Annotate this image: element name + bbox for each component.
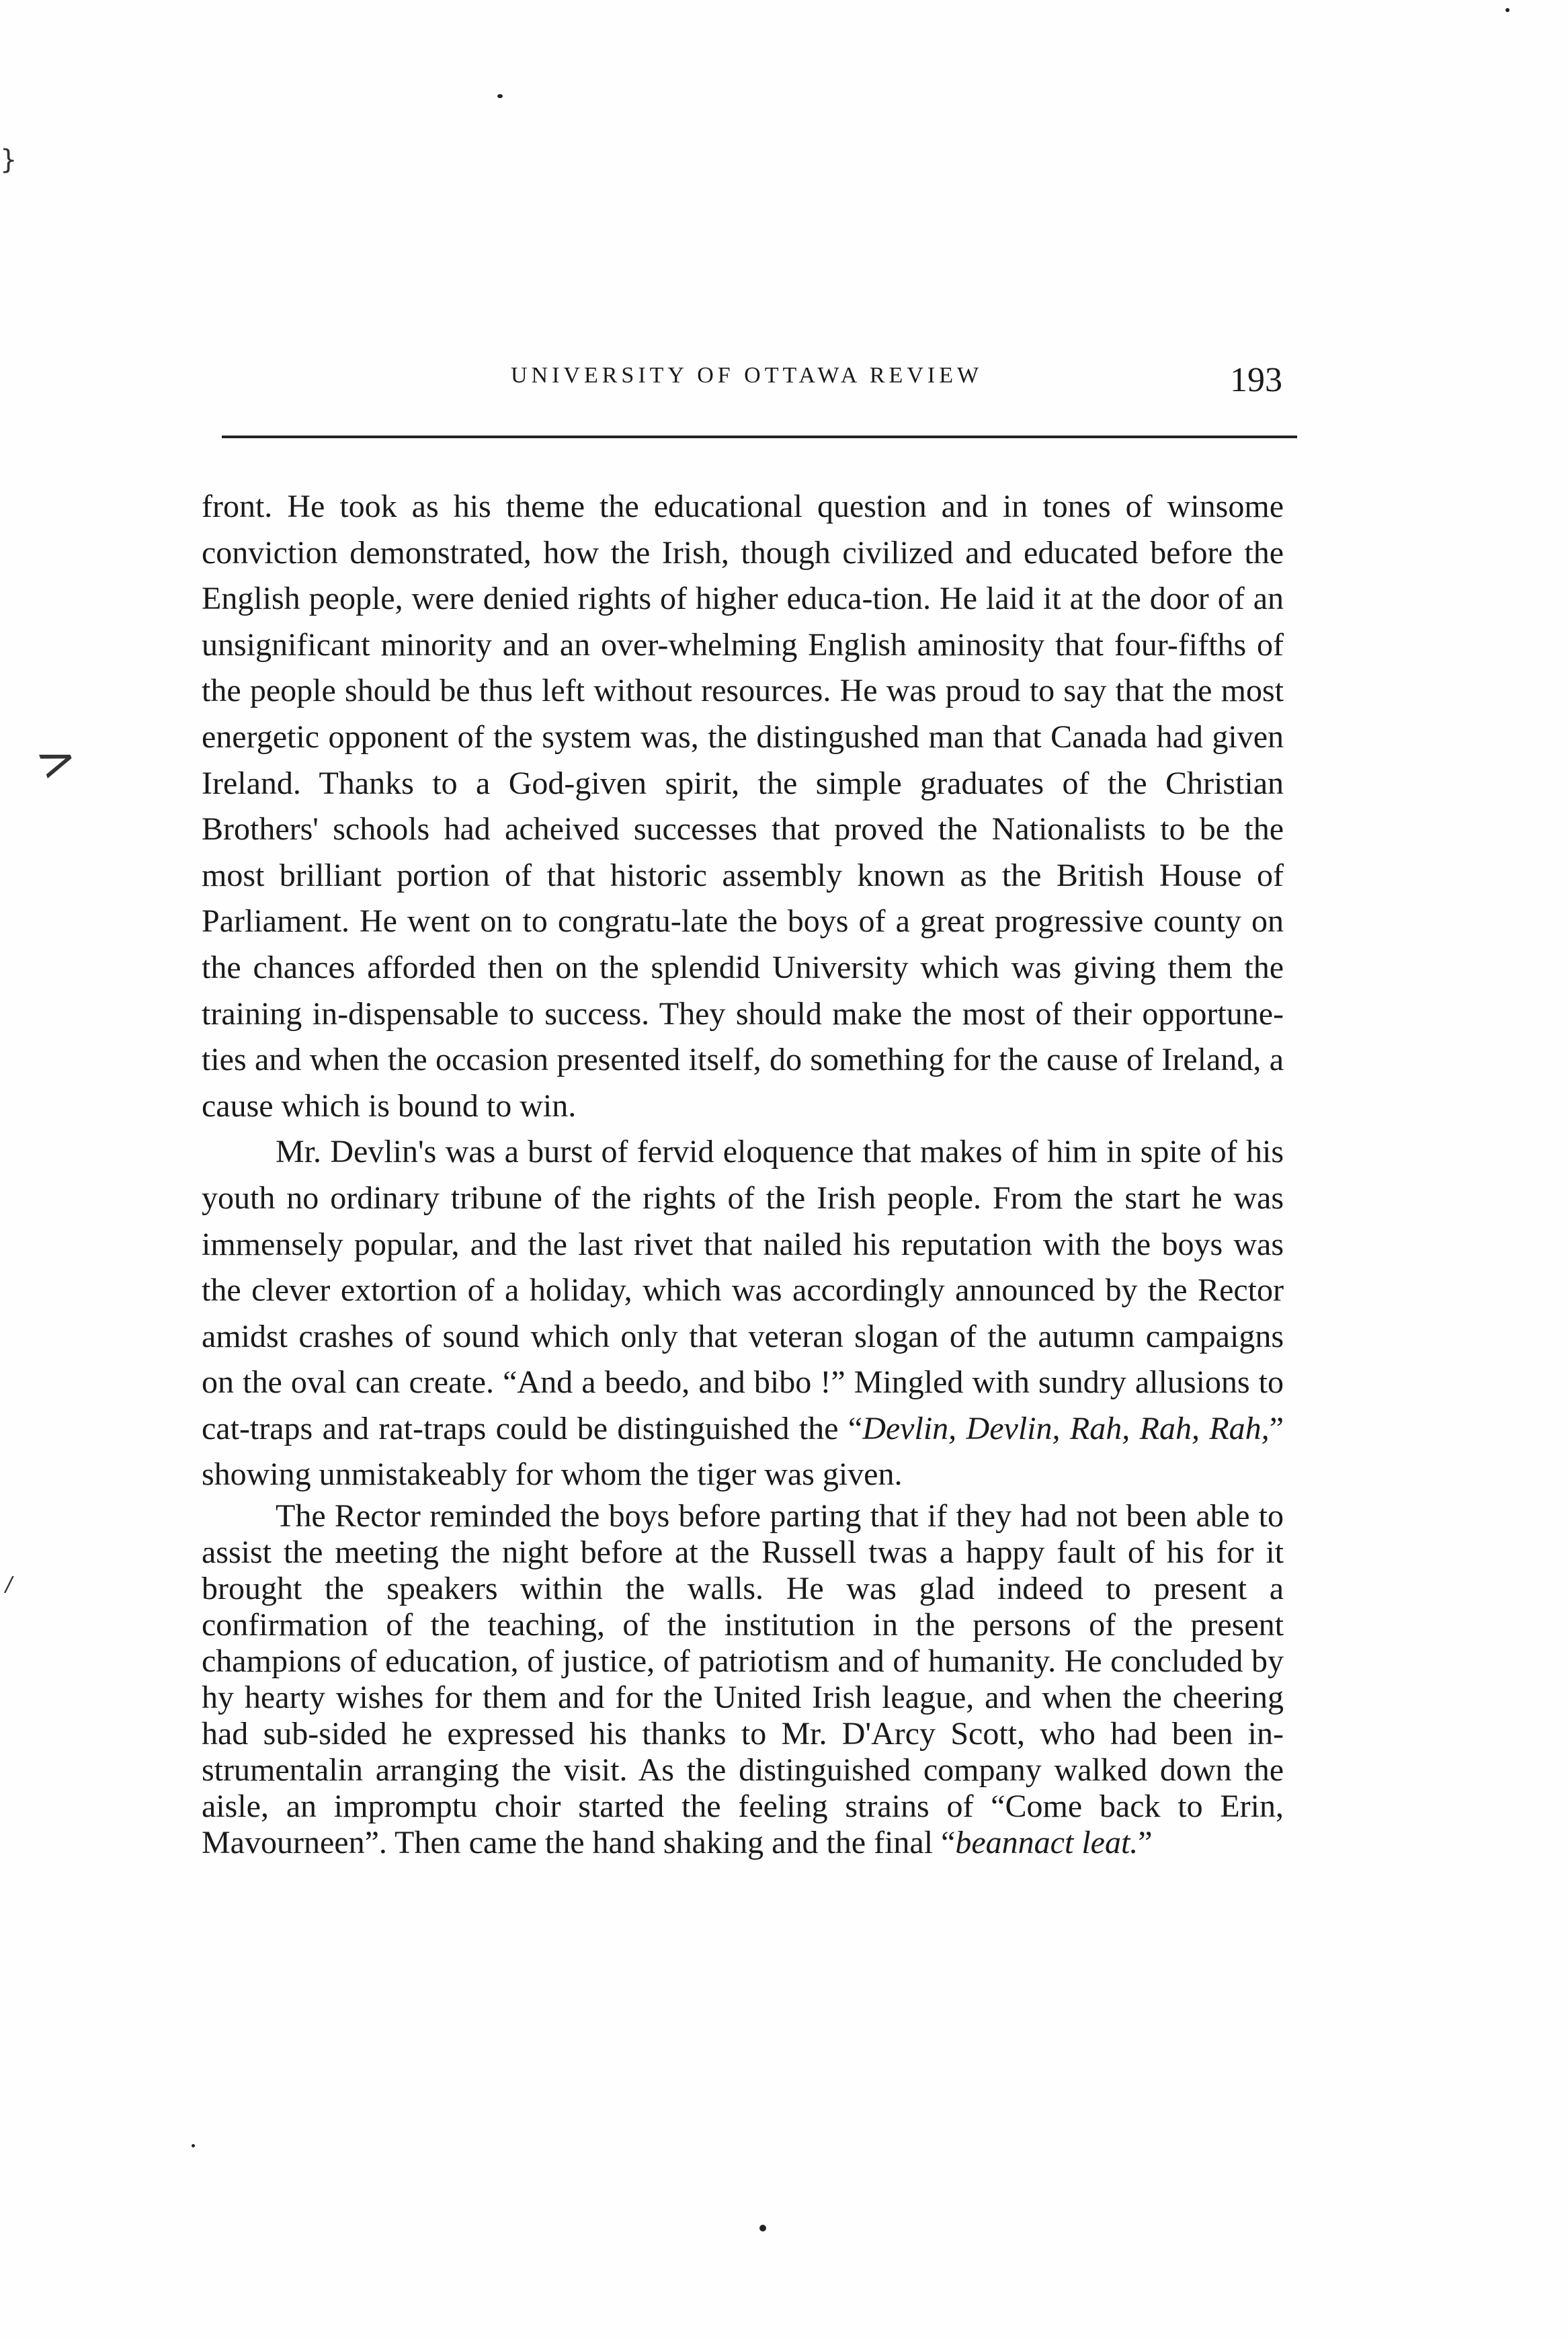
paragraph-2-italic: Devlin, Devlin, Rah, Rah, Rah, (862, 1410, 1270, 1446)
paragraph-3-text: The Rector reminded the boys before parting that if they had not been able to assist the meeting the night before at the Russell twas a happy fault of his for it brought the speakers within the walls. He was glad indeed to present a confirmation of the teaching, of the institution in the persons of the present champions of education, of justice, of patriotism and of humanity. He concluded by hy hearty wishes for them and for the United Irish league, and when the cheering had sub-sided he expressed his thanks to Mr. D'Arcy Scott, who had been in-strumentalin arranging the visit. As the distinguished company walked down the aisle, an impromptu choir started the feeling strains of “Come back to Erin, Mavourneen”. Then came the hand shaking and the final “ (202, 1498, 1284, 1861)
article-body (202, 484, 1284, 1861)
paragraph-3-text-end: ” (1138, 1825, 1153, 1861)
paragraph-1: front. He took as his theme the educational question and in tones of winsome conviction demonstrated, how the Irish, though civilized and educated before the English people, were denied rights of higher educa-tion. He laid it at the door of an unsignificant minority and an over-whelming English aminosity that four-fifths of the people should be thus left without resources. He was proud to say that the most energetic opponent of the system was, the distingushed man that Canada had given Ireland. Thanks to a God-given spirit, the simple graduates of the Christian Brothers' schools had acheived successes that proved the Nationalists to be the most brilliant portion of that historic assembly known as the British House of Parliament. He went on to congratu-late the boys of a great progressive county on the chances afforded then on the splendid University which was giving them the training in-dispensable to success. They should make the most of their opportune-ties and when the occasion presented itself, do something for the cause of Ireland, a cause which is bound to win. (202, 489, 1284, 1124)
page-header (222, 363, 1297, 437)
paragraph-3-italic: beannact leat. (955, 1825, 1139, 1861)
speck-left (192, 2144, 195, 2147)
speck-top (497, 94, 503, 98)
paragraph-2-text: Mr. Devlin's was a burst of fervid eloquence that makes of him in spite of his youth no ordinary tribune of the rights of the Irish people. From the start he was immensely popular, and the last rivet that nailed his reputation with the boys was the clever extortion of a holiday, which was accordingly announced by the Rector amidst crashes of sound which only that veteran slogan of the autumn campaigns on the oval can create. “And a beedo, and bibo !” Mingled with sundry allusions to cat-traps and rat-traps could be distinguished the “ (202, 1134, 1284, 1446)
header-rule (222, 436, 1297, 438)
paragraph-2-text-end: ” showing unmistakeably for whom the tiger was given. (202, 1410, 1284, 1493)
speck-bottom (759, 2225, 766, 2231)
margin-bracket-mark: } (0, 145, 17, 175)
page-number: 193 (1230, 361, 1282, 399)
speck-corner (1505, 8, 1510, 12)
margin-scribble-mark: > (28, 727, 85, 793)
paragraph-3 (202, 1498, 1284, 1861)
margin-small-mark: / (5, 1573, 13, 1596)
paragraph-2 (202, 1129, 1284, 1498)
running-head: UNIVERSITY OF OTTAWA REVIEW (511, 363, 983, 388)
